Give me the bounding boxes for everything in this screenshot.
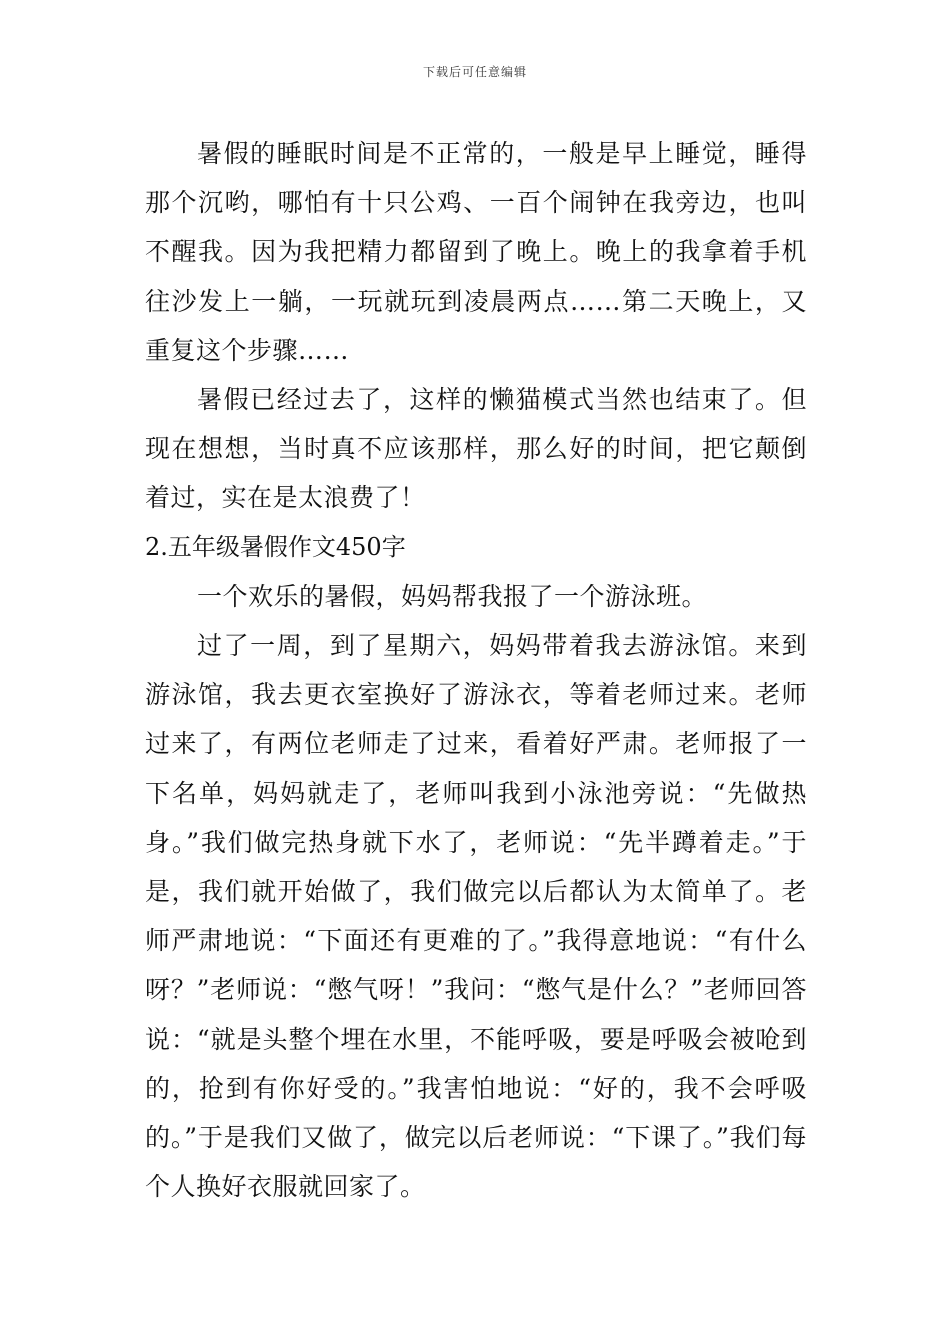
paragraph-sleep-schedule: 暑假的睡眠时间是不正常的，一般是早上睡觉，睡得那个沉哟，哪怕有十只公鸡、一百个闹钟在我旁边，也叫不醒我。因为我把精力都留到了晚上。晚上的我拿着手机往沙发上一躺，一玩就玩到凌晨两点……第二天晚上，又重复这个步骤…… (145, 139, 807, 365)
essay-heading: 2.五年级暑假作文450字 (145, 532, 406, 561)
paragraph-swim-class-story: 过了一周，到了星期六，妈妈带着我去游泳馆。来到游泳馆，我去更衣室换好了游泳衣，等着老师过来。老师过来了，有两位老师走了过来，看着好严肃。老师报了一下名单，妈妈就走了，老师叫我到小泳池旁说：“先做热身。”我们做完热身就下水了，老师说：“先半蹲着走。”于是，我们就开始做了，我们做完以后都认为太简单了。老师严肃地说：“下面还有更难的了。”我得意地说：“有什么呀？”老师说：“憋气呀！”我问：“憋气是什么？”老师回答说：“就是头整个埋在水里，不能呼吸，要是呼吸会被呛到的，抢到有你好受的。”我害怕地说：“好的，我不会呼吸的。”于是我们又做了，做完以后老师说：“下课了。”我们每个人换好衣服就回家了。 (145, 631, 807, 1202)
paragraph-summer-reflection: 暑假已经过去了，这样的懒猫模式当然也结束了。但现在想想，当时真不应该那样，那么好的时间，把它颠倒着过，实在是太浪费了！ (145, 385, 807, 513)
paragraph-swim-class-intro: 一个欢乐的暑假，妈妈帮我报了一个游泳班。 (197, 581, 708, 611)
page-header-note: 下载后可任意编辑 (422, 65, 527, 79)
document-body (145, 129, 807, 1211)
